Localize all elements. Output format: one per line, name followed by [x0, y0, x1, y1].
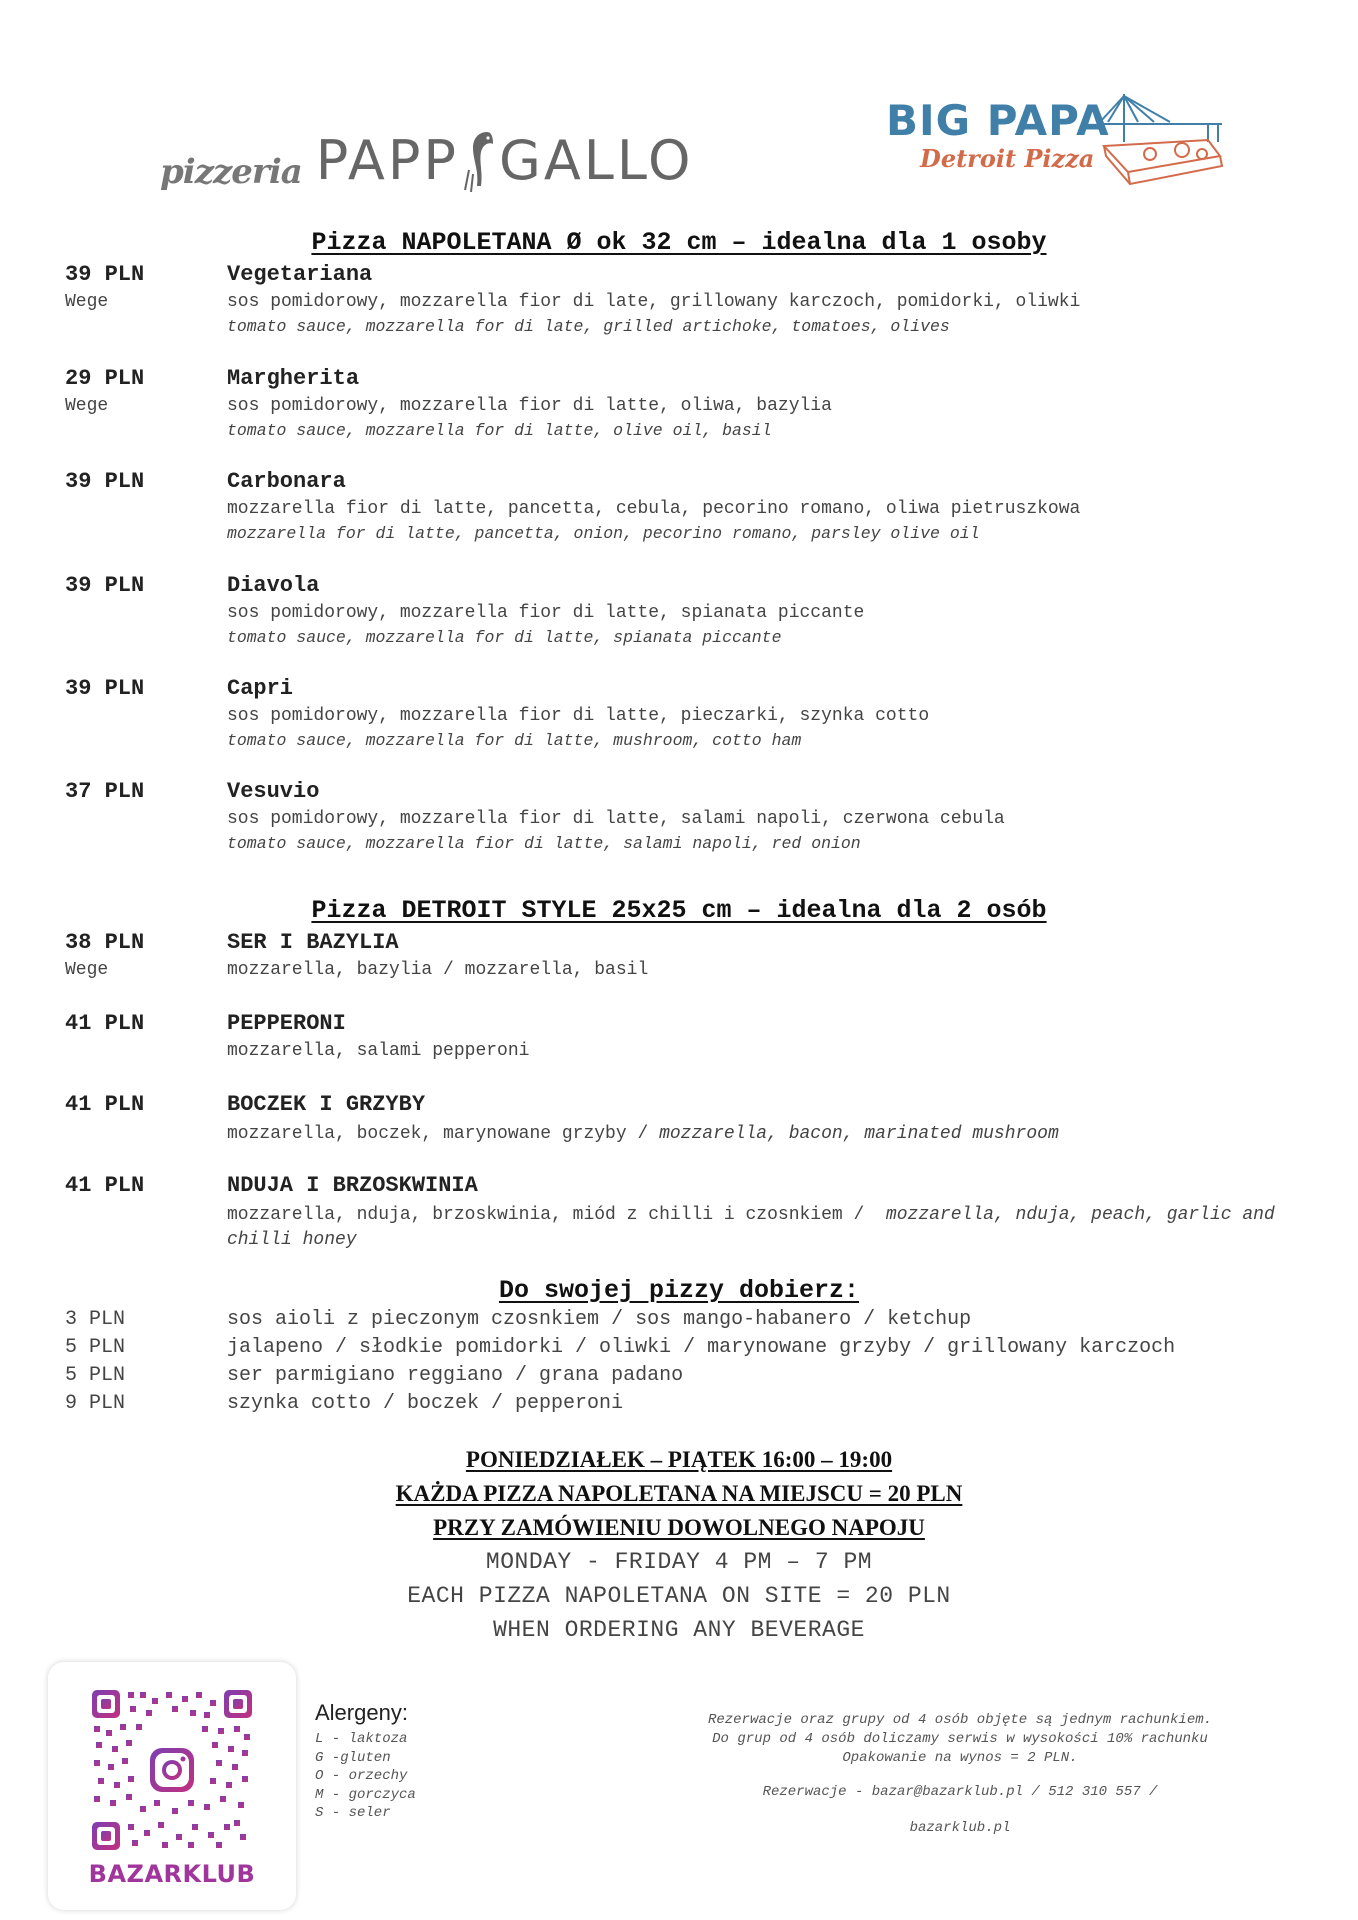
item-desc-pl: mozzarella, boczek, marynowane grzyby / [227, 1124, 660, 1144]
menu-item [65, 676, 1325, 766]
pappagallo-prefix: pizzeria [160, 152, 302, 192]
item-name: Carbonara [227, 469, 346, 494]
napoletana-heading: Pizza NAPOLETANA Ø ok 32 cm – idealna dla 1 osoby [311, 228, 1047, 257]
item-desc [227, 1122, 1347, 1147]
item-price: 37 PLN [65, 779, 145, 804]
bigpapa-logo [886, 92, 1226, 197]
item-desc-pl: mozzarella, nduja, brzoskwinia, miód z chilli i czosnkiem / [227, 1205, 886, 1225]
note-line: Rezerwacje oraz grupy od 4 osób objęte są jednym rachunkiem. [707, 1712, 1213, 1728]
menu-item [65, 262, 1325, 352]
item-price: 39 PLN [65, 469, 145, 494]
instagram-qr-card[interactable] [48, 1662, 296, 1910]
allergen-item: G -gluten [315, 1749, 391, 1766]
pappagallo-logo [160, 122, 694, 192]
notes-block [640, 1711, 1280, 1838]
item-desc-en: mozzarella, bacon, marinated mushroom [659, 1124, 1059, 1144]
allergen-item: M - gorczyca [315, 1786, 416, 1803]
item-desc-pl: sos pomidorowy, mozzarella fior di latte, salami napoli, czerwona cebula [227, 809, 1005, 829]
menu-item [65, 779, 1325, 869]
extras-list [65, 1308, 1345, 1420]
extra-row [65, 1308, 1345, 1336]
allergen-item: O - orzechy [315, 1768, 408, 1784]
allergen-item: S - seler [315, 1805, 391, 1821]
detroit-heading: Pizza DETROIT STYLE 25x25 cm – idealna dla 2 osób [311, 896, 1047, 925]
menu-item [65, 1092, 1325, 1162]
pappagallo-name [316, 126, 694, 192]
item-desc-pl: sos pomidorowy, mozzarella fior di latte, pieczarki, szynka cotto [227, 706, 930, 726]
item-name: Vesuvio [227, 779, 320, 804]
item-desc-en: mozzarella for di latte, pancetta, onion, pecorino romano, parsley olive oil [227, 524, 980, 543]
item-desc [227, 1203, 1347, 1253]
item-desc-en: tomato sauce, mozzarella for di latte, spianata piccante [227, 628, 782, 647]
promo-line-en: MONDAY - FRIDAY 4 PM – 7 PM [485, 1549, 873, 1575]
item-desc-en: tomato sauce, mozzarella for di latte, mushroom, cotto ham [227, 731, 802, 750]
item-desc-pl: sos pomidorowy, mozzarella fior di late, grillowany karczoch, pomidorki, oliwki [227, 292, 1081, 312]
item-desc-en: tomato sauce, mozzarella for di late, grilled artichoke, tomatoes, olives [227, 317, 950, 336]
item-name: Capri [227, 676, 294, 701]
item-name: Vegetariana [227, 262, 373, 287]
item-price: 41 PLN [65, 1011, 145, 1036]
contact-line: Rezerwacje - bazar@bazarklub.pl / 512 310 557 / [762, 1784, 1158, 1800]
menu-item [65, 1011, 1325, 1081]
item-desc-pl: mozzarella, salami pepperoni [227, 1041, 530, 1061]
extra-text: ser parmigiano reggiano / grana padano [227, 1364, 684, 1387]
extra-text: szynka cotto / boczek / pepperoni [227, 1392, 624, 1415]
pappagallo-name-right: GALLO [498, 129, 694, 192]
extras-heading: Do swojej pizzy dobierz: [498, 1276, 860, 1305]
extra-price: 9 PLN [65, 1392, 126, 1415]
extra-price: 3 PLN [65, 1308, 126, 1331]
promo-line-pl: PRZY ZAMÓWIENIU DOWOLNEGO NAPOJU [433, 1515, 925, 1540]
item-name: Margherita [227, 366, 360, 391]
extra-price: 5 PLN [65, 1364, 126, 1387]
bigpapa-title: BIG PAPA [886, 96, 1110, 145]
item-name: NDUJA I BRZOSKWINIA [227, 1173, 478, 1198]
parrot-icon [461, 126, 497, 192]
promo-line-en: WHEN ORDERING ANY BEVERAGE [493, 1617, 865, 1643]
bridge-pizza-icon [1098, 92, 1226, 192]
item-desc-en: mozzarella, nduja, peach, garlic and chilli honey [227, 1205, 1275, 1250]
allergens-title: Alergeny: [315, 1700, 408, 1725]
menu-item [65, 469, 1325, 559]
item-desc-en: tomato sauce, mozzarella for di latte, olive oil, basil [227, 421, 772, 440]
allergens-block [315, 1700, 416, 1823]
item-desc-pl: mozzarella, bazylia / mozzarella, basil [227, 960, 649, 980]
promo-line-pl: PONIEDZIAŁEK – PIĄTEK 16:00 – 19:00 [465, 1447, 893, 1472]
item-desc-pl: sos pomidorowy, mozzarella fior di latte, spianata piccante [227, 603, 865, 623]
promo-line-pl: KAŻDA PIZZA NAPOLETANA NA MIEJSCU = 20 PLN [395, 1481, 963, 1506]
item-name: BOCZEK I GRZYBY [227, 1092, 426, 1117]
item-name: SER I BAZYLIA [227, 930, 399, 955]
menu-item [65, 573, 1325, 663]
extra-row [65, 1336, 1345, 1364]
item-price: 39 PLN [65, 676, 145, 701]
extra-text: jalapeno / słodkie pomidorki / oliwki / marynowane grzyby / grillowany karczoch [227, 1336, 1176, 1359]
item-tag: Wege [65, 292, 109, 312]
pappagallo-name-left: PAPP [315, 129, 459, 192]
extra-row [65, 1364, 1345, 1392]
menu-item [65, 1173, 1325, 1253]
item-price: 39 PLN [65, 262, 145, 287]
item-desc-pl: sos pomidorowy, mozzarella fior di latte, oliwa, bazylia [227, 396, 832, 416]
item-name: PEPPERONI [227, 1011, 346, 1036]
qr-label: BAZARKLUB [88, 1860, 256, 1888]
allergen-item: L - laktoza [315, 1731, 408, 1747]
note-line: Do grup od 4 osób doliczamy serwis w wysokości 10% rachunku [712, 1731, 1208, 1747]
menu-item [65, 366, 1325, 456]
item-tag: Wege [65, 396, 109, 416]
item-desc-en: tomato sauce, mozzarella fior di latte, salami napoli, red onion [227, 834, 861, 853]
item-tag: Wege [65, 960, 109, 980]
promo-line-en: EACH PIZZA NAPOLETANA ON SITE = 20 PLN [407, 1583, 951, 1609]
item-price: 41 PLN [65, 1092, 145, 1117]
extra-text: sos aioli z pieczonym czosnkiem / sos mango-habanero / ketchup [227, 1308, 972, 1331]
item-desc-pl: mozzarella fior di latte, pancetta, cebula, pecorino romano, oliwa pietruszkowa [227, 499, 1081, 519]
item-price: 41 PLN [65, 1173, 145, 1198]
website-link[interactable]: bazarklub.pl [909, 1820, 1011, 1836]
item-price: 39 PLN [65, 573, 145, 598]
menu-item [65, 930, 1325, 1000]
bigpapa-subtitle: Detroit Pizza [920, 144, 1095, 173]
note-line: Opakowanie na wynos = 2 PLN. [842, 1750, 1078, 1766]
item-price: 38 PLN [65, 930, 145, 955]
item-name: Diavola [227, 573, 320, 598]
item-price: 29 PLN [65, 366, 145, 391]
extra-row [65, 1392, 1345, 1420]
extra-price: 5 PLN [65, 1336, 126, 1359]
qr-code-icon [92, 1690, 252, 1850]
